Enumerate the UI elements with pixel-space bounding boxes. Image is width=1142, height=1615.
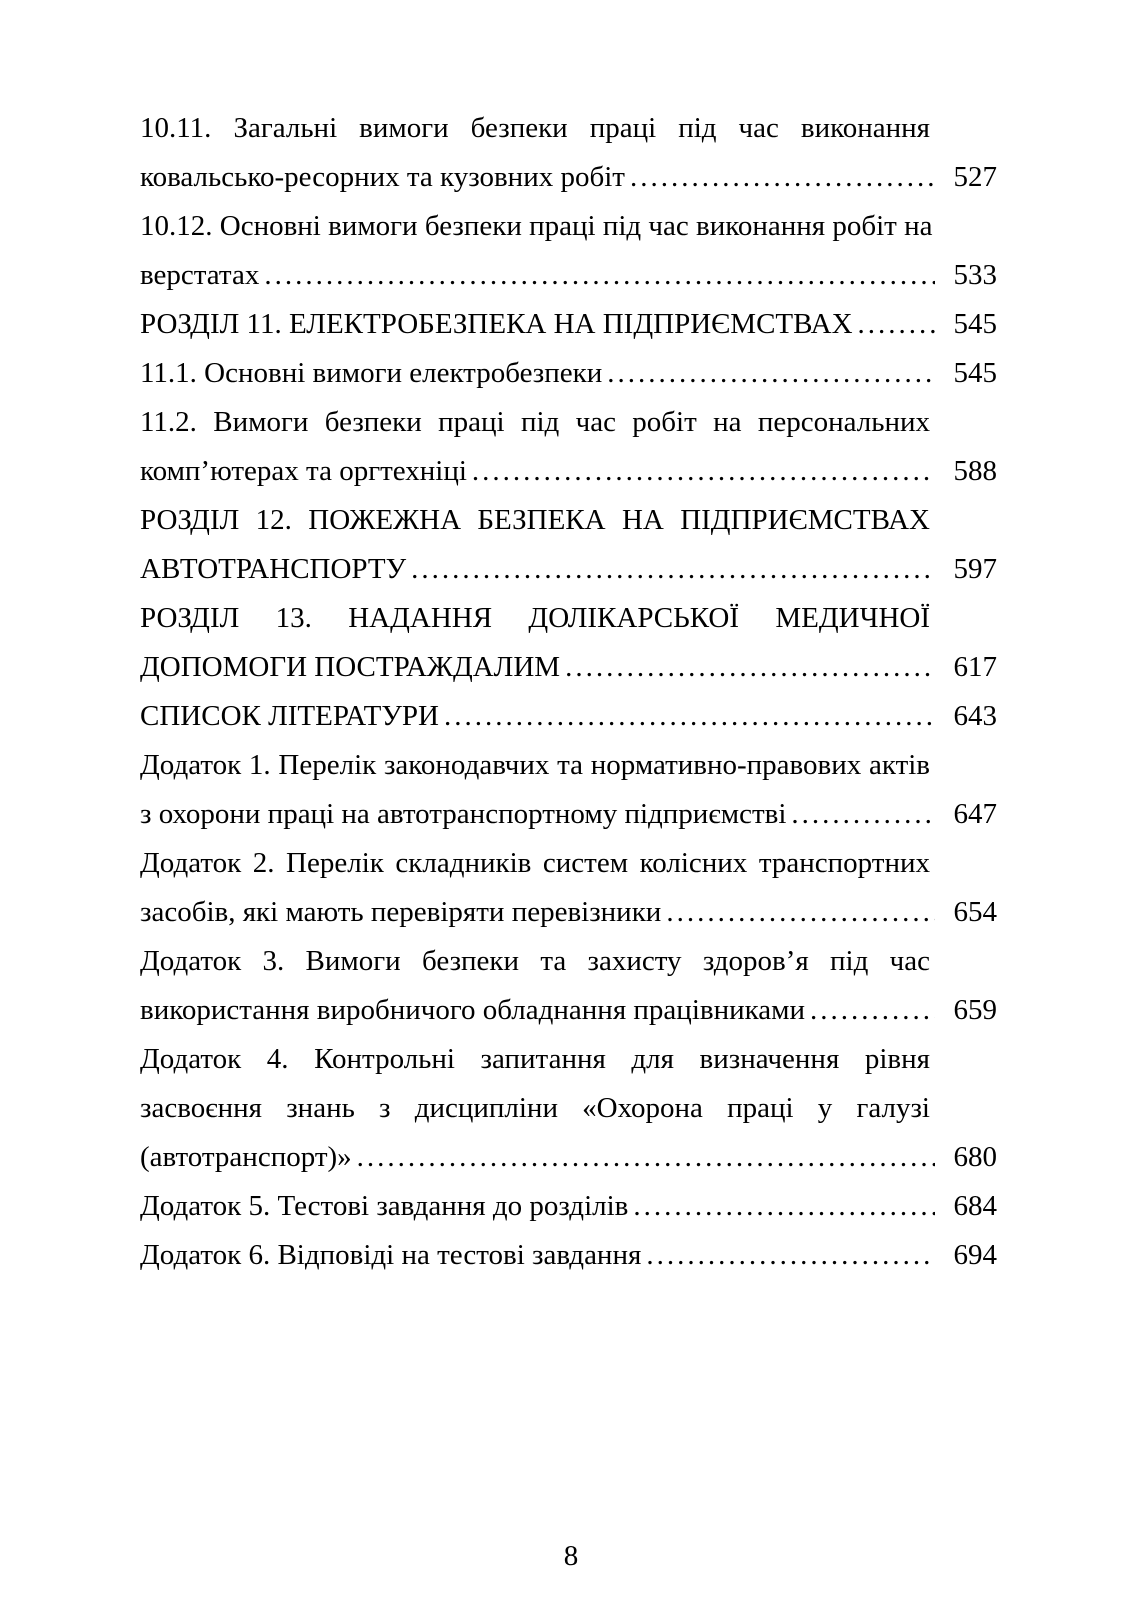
toc-entry [140, 398, 997, 496]
dot-leader [858, 300, 935, 349]
footer-page-number: 8 [563, 1540, 579, 1572]
toc-entry [140, 1182, 997, 1231]
toc-entry-page-number: 617 [953, 651, 997, 683]
toc-entry-title: з охорони праці на автотранспортному підприємстві [140, 798, 787, 830]
toc-entry-main-line [140, 888, 997, 937]
toc-entry-wrapped-line: Додаток 3. Вимоги безпеки та захисту здоров’я під час [140, 945, 930, 977]
toc-entry-main-line [140, 643, 997, 692]
table-of-contents [140, 104, 997, 1280]
toc-entry-wrapped-line: РОЗДІЛ 12. ПОЖЕЖНА БЕЗПЕКА НА ПІДПРИЄМСТВАХ [140, 504, 930, 536]
toc-entry-page-number: 643 [953, 700, 997, 732]
toc-entry [140, 202, 997, 300]
dot-leader [607, 349, 935, 398]
toc-entry-main-line [140, 349, 997, 398]
toc-entry-title: ковальсько-ресорних та кузовних робіт [140, 161, 625, 193]
toc-entry [140, 937, 997, 1035]
toc-entry-page-number: 533 [953, 259, 997, 291]
dot-leader [791, 790, 935, 839]
toc-entry [140, 1035, 997, 1182]
toc-entry-main-line [140, 1182, 997, 1231]
toc-entry-page-number: 545 [953, 357, 997, 389]
toc-entry-title: РОЗДІЛ 11. ЕЛЕКТРОБЕЗПЕКА НА ПІДПРИЄМСТВАХ [140, 308, 853, 340]
toc-entry-wrapped-line: 10.11. Загальні вимоги безпеки праці під час виконання [140, 112, 930, 144]
toc-entry-title: СПИСОК ЛІТЕРАТУРИ [140, 700, 439, 732]
toc-entry-main-line [140, 692, 997, 741]
dot-leader [357, 1133, 935, 1182]
toc-entry-page-number: 527 [953, 161, 997, 193]
toc-entry-wrapped-line: Додаток 4. Контрольні запитання для визначення рівня [140, 1043, 930, 1075]
toc-entry-page-number: 545 [953, 308, 997, 340]
toc-entry-main-line [140, 300, 997, 349]
toc-entry [140, 104, 997, 202]
toc-entry-main-line [140, 545, 997, 594]
toc-entry-wrapped-line: Додаток 1. Перелік законодавчих та нормативно-правових актів [140, 749, 930, 781]
dot-leader [565, 643, 935, 692]
toc-entry-title: ДОПОМОГИ ПОСТРАЖДАЛИМ [140, 651, 561, 683]
toc-entry-title: (автотранспорт)» [140, 1141, 352, 1173]
toc-entry-main-line [140, 790, 997, 839]
toc-entry-wrapped-line: 11.2. Вимоги безпеки праці під час робіт на персональних [140, 406, 930, 438]
toc-entry-title: Додаток 5. Тестові завдання до розділів [140, 1190, 629, 1222]
dot-leader [264, 251, 935, 300]
toc-entry-main-line [140, 251, 997, 300]
toc-entry-main-line [140, 153, 997, 202]
toc-entry-wrapped-line: 10.12. Основні вимоги безпеки праці під час виконання робіт на [140, 210, 933, 242]
toc-entry [140, 839, 997, 937]
toc-entry-wrapped-line: Додаток 2. Перелік складників систем колісних транспортних [140, 847, 930, 879]
dot-leader [646, 1231, 935, 1280]
dot-leader [411, 545, 935, 594]
toc-entry-main-line [140, 1133, 997, 1182]
toc-entry-page-number: 680 [953, 1141, 997, 1173]
dot-leader [810, 986, 935, 1035]
dot-leader [633, 1182, 935, 1231]
toc-entry-page-number: 654 [953, 896, 997, 928]
toc-entry-wrapped-line: РОЗДІЛ 13. НАДАННЯ ДОЛІКАРСЬКОЇ МЕДИЧНОЇ [140, 602, 930, 634]
toc-entry [140, 300, 997, 349]
dot-leader [444, 692, 935, 741]
toc-entry-page-number: 684 [953, 1190, 997, 1222]
toc-entry [140, 349, 997, 398]
toc-entry-title: верстатах [140, 259, 260, 291]
toc-entry-title: комп’ютерах та оргтехніці [140, 455, 467, 487]
toc-entry-page-number: 659 [953, 994, 997, 1026]
toc-entry [140, 496, 997, 594]
toc-entry-main-line [140, 1231, 997, 1280]
toc-entry [140, 1231, 997, 1280]
toc-entry-page-number: 694 [953, 1239, 997, 1271]
toc-entry-title: 11.1. Основні вимоги електробезпеки [140, 357, 603, 389]
toc-entry [140, 692, 997, 741]
toc-entry-page-number: 597 [953, 553, 997, 585]
toc-entry-title: Додаток 6. Відповіді на тестові завдання [140, 1239, 642, 1271]
toc-entry-main-line [140, 986, 997, 1035]
toc-entry-page-number: 588 [953, 455, 997, 487]
toc-entry-main-line [140, 447, 997, 496]
toc-entry-wrapped-line: засвоєння знань з дисципліни «Охорона праці у галузі [140, 1092, 930, 1124]
toc-entry-title: засобів, які мають перевіряти перевізники [140, 896, 662, 928]
toc-entry-title: АВТОТРАНСПОРТУ [140, 553, 407, 585]
dot-leader [666, 888, 935, 937]
toc-entry-page-number: 647 [953, 798, 997, 830]
dot-leader [630, 153, 935, 202]
dot-leader [472, 447, 935, 496]
toc-entry [140, 741, 997, 839]
toc-entry [140, 594, 997, 692]
toc-entry-title: використання виробничого обладнання працівниками [140, 994, 806, 1026]
